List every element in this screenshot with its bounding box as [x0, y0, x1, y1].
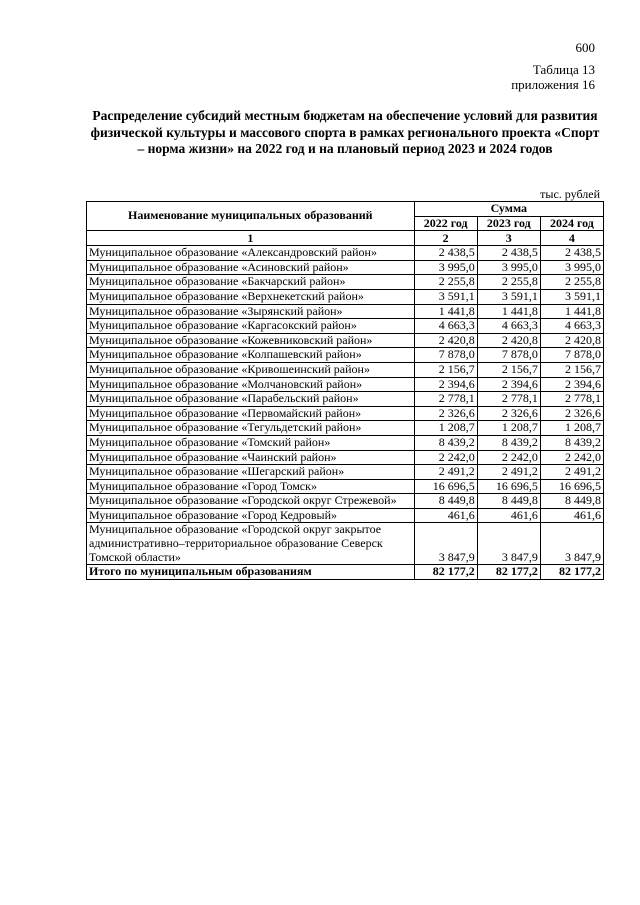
total-label: Итого по муниципальным образованиям: [87, 565, 415, 580]
value-2023: 8 449,8: [477, 494, 540, 509]
column-number-3: 3: [477, 231, 540, 246]
value-2022: 2 255,8: [414, 275, 477, 290]
municipality-name: Муниципальное образование «Городской округ закрытое административно–территориальное образование Северск Томской области»: [87, 523, 415, 565]
subsidies-table: [86, 201, 604, 580]
table-row: [87, 304, 604, 319]
value-2023: 8 439,2: [477, 435, 540, 450]
table-row: [87, 392, 604, 407]
table-row: [87, 275, 604, 290]
value-2023: 2 255,8: [477, 275, 540, 290]
value-2023: 4 663,3: [477, 319, 540, 334]
value-2022: 2 242,0: [414, 450, 477, 465]
value-2022: 2 778,1: [414, 392, 477, 407]
table-ref-line2: приложения 16: [511, 77, 595, 92]
value-2024: 2 394,6: [540, 377, 603, 392]
municipality-name: Муниципальное образование «Асиновский район»: [87, 260, 415, 275]
value-2024: 2 156,7: [540, 362, 603, 377]
value-2024: 8 449,8: [540, 494, 603, 509]
table-row: [87, 377, 604, 392]
year-2023-header: 2023 год: [477, 216, 540, 231]
value-2023: 461,6: [477, 508, 540, 523]
value-2023: 2 420,8: [477, 333, 540, 348]
table-row: [87, 319, 604, 334]
value-2024: 3 847,9: [540, 523, 603, 565]
value-2024: 2 491,2: [540, 465, 603, 480]
column-number-row: [87, 231, 604, 246]
municipality-name: Муниципальное образование «Шегарский район»: [87, 465, 415, 480]
value-2024: 2 255,8: [540, 275, 603, 290]
value-2022: 16 696,5: [414, 479, 477, 494]
column-number-1: 1: [87, 231, 415, 246]
municipality-name: Муниципальное образование «Тегульдетский район»: [87, 421, 415, 436]
value-2023: 3 847,9: [477, 523, 540, 565]
table-body: [87, 246, 604, 565]
table-row: [87, 406, 604, 421]
value-2023: 2 394,6: [477, 377, 540, 392]
value-2023: 3 591,1: [477, 289, 540, 304]
table-row: [87, 348, 604, 363]
table-row: [87, 421, 604, 436]
value-2024: 2 438,5: [540, 246, 603, 261]
table-row: [87, 508, 604, 523]
municipality-name: Муниципальное образование «Колпашевский район»: [87, 348, 415, 363]
value-2024: 1 441,8: [540, 304, 603, 319]
value-2024: 3 591,1: [540, 289, 603, 304]
table-row: [87, 246, 604, 261]
value-2024: 8 439,2: [540, 435, 603, 450]
total-2024: 82 177,2: [540, 565, 603, 580]
sum-group-header: Сумма: [414, 202, 603, 217]
value-2022: 8 439,2: [414, 435, 477, 450]
municipality-name: Муниципальное образование «Город Кедровый»: [87, 508, 415, 523]
document-title: Распределение субсидий местным бюджетам на обеспечение условий для развития физической культуры и массового спорта в рамках регионального проекта «Спорт – норма жизни» на 2022 год и на плановый период 2023 и 2024 годов: [90, 108, 600, 156]
value-2024: 2 778,1: [540, 392, 603, 407]
value-2022: 1 208,7: [414, 421, 477, 436]
table-row: [87, 435, 604, 450]
value-2024: 1 208,7: [540, 421, 603, 436]
value-2022: 7 878,0: [414, 348, 477, 363]
municipality-name: Муниципальное образование «Молчановский район»: [87, 377, 415, 392]
table-row: [87, 479, 604, 494]
value-2022: 8 449,8: [414, 494, 477, 509]
column-number-4: 4: [540, 231, 603, 246]
value-2022: 3 847,9: [414, 523, 477, 565]
municipality-name: Муниципальное образование «Городской округ Стрежевой»: [87, 494, 415, 509]
municipality-name: Муниципальное образование «Кожевниковский район»: [87, 333, 415, 348]
year-2024-header: 2024 год: [540, 216, 603, 231]
value-2022: 4 663,3: [414, 319, 477, 334]
value-2024: 461,6: [540, 508, 603, 523]
value-2022: 2 156,7: [414, 362, 477, 377]
table-row: [87, 450, 604, 465]
column-number-2: 2: [414, 231, 477, 246]
municipality-name: Муниципальное образование «Чаинский район»: [87, 450, 415, 465]
total-2022: 82 177,2: [414, 565, 477, 580]
value-2024: 7 878,0: [540, 348, 603, 363]
table-row: [87, 523, 604, 565]
value-2023: 2 438,5: [477, 246, 540, 261]
value-2023: 16 696,5: [477, 479, 540, 494]
municipality-name: Муниципальное образование «Город Томск»: [87, 479, 415, 494]
municipality-name: Муниципальное образование «Первомайский район»: [87, 406, 415, 421]
year-2022-header: 2022 год: [414, 216, 477, 231]
value-2023: 1 441,8: [477, 304, 540, 319]
value-2023: 7 878,0: [477, 348, 540, 363]
value-2024: 2 326,6: [540, 406, 603, 421]
municipality-name: Муниципальное образование «Парабельский район»: [87, 392, 415, 407]
value-2022: 2 394,6: [414, 377, 477, 392]
table-row: [87, 494, 604, 509]
value-2022: 2 438,5: [414, 246, 477, 261]
value-2022: 1 441,8: [414, 304, 477, 319]
table-reference: [511, 62, 595, 92]
value-2023: 1 208,7: [477, 421, 540, 436]
header-row-1: [87, 202, 604, 217]
value-2023: 2 242,0: [477, 450, 540, 465]
page-number: 600: [575, 40, 595, 55]
table-row: [87, 333, 604, 348]
table-row: [87, 362, 604, 377]
municipality-name: Муниципальное образование «Зырянский район»: [87, 304, 415, 319]
table-row: [87, 260, 604, 275]
value-2024: 2 420,8: [540, 333, 603, 348]
value-2022: 2 491,2: [414, 465, 477, 480]
value-2024: 2 242,0: [540, 450, 603, 465]
municipality-name: Муниципальное образование «Кривошеинский район»: [87, 362, 415, 377]
value-2023: 2 491,2: [477, 465, 540, 480]
units-label: тыс. рублей: [540, 187, 600, 201]
municipality-name: Муниципальное образование «Верхнекетский район»: [87, 289, 415, 304]
value-2022: 2 420,8: [414, 333, 477, 348]
total-2023: 82 177,2: [477, 565, 540, 580]
total-row: [87, 565, 604, 580]
municipality-name: Муниципальное образование «Томский район»: [87, 435, 415, 450]
table-row: [87, 465, 604, 480]
value-2023: 2 156,7: [477, 362, 540, 377]
value-2022: 3 995,0: [414, 260, 477, 275]
value-2022: 461,6: [414, 508, 477, 523]
value-2024: 3 995,0: [540, 260, 603, 275]
table-ref-line1: Таблица 13: [532, 62, 595, 77]
municipality-name: Муниципальное образование «Бакчарский район»: [87, 275, 415, 290]
value-2024: 16 696,5: [540, 479, 603, 494]
value-2023: 2 778,1: [477, 392, 540, 407]
value-2023: 3 995,0: [477, 260, 540, 275]
value-2023: 2 326,6: [477, 406, 540, 421]
name-column-header: Наименование муниципальных образований: [87, 202, 415, 231]
municipality-name: Муниципальное образование «Александровский район»: [87, 246, 415, 261]
value-2024: 4 663,3: [540, 319, 603, 334]
municipality-name: Муниципальное образование «Каргасокский район»: [87, 319, 415, 334]
value-2022: 3 591,1: [414, 289, 477, 304]
table-row: [87, 289, 604, 304]
value-2022: 2 326,6: [414, 406, 477, 421]
